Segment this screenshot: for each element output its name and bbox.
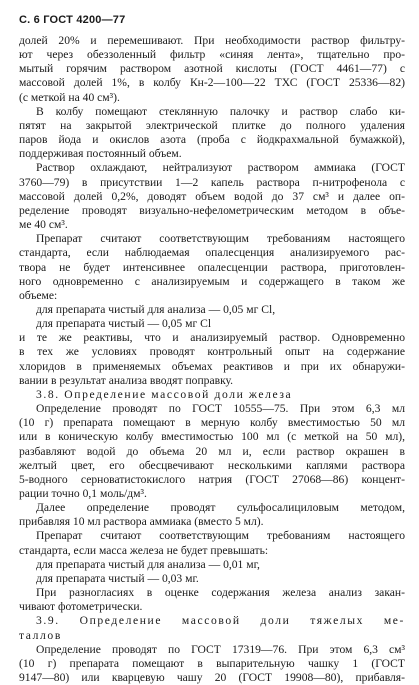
text-line: (10 г) препарата помещают в мерную колбу вместимостью 50 мл	[19, 416, 405, 430]
text-line: разбавляют водой до объема 20 мл и, если раствор окрашен в	[19, 444, 405, 458]
text-line: для препарата чистый для анализа — 0,01 мг,	[36, 557, 260, 571]
text-line: Определение проводят по ГОСТ 10555—75. При этом 6,3 мл	[36, 402, 405, 416]
text-line: Препарат считают соответствующим требованиям настоящего	[36, 232, 405, 246]
text-line: 5-водного серноватистокислого натрия (ГОСТ 27068—86) концент-	[19, 472, 405, 486]
text-line: стандарта, если масса железа не будет превышать:	[19, 543, 269, 557]
text-line: Далее определение проводят сульфосалициловым методом,	[36, 501, 405, 515]
text-line: стандарта, если наблюдаемая опалесценция анализируемого рас-	[19, 246, 405, 260]
text-line: ют через обеззоленный фильтр «синяя лента», тщательно про-	[19, 48, 405, 62]
text-line: твора не будет интенсивнее опалесценции раствора, приготовлен-	[19, 260, 405, 274]
text-line: для препарата чистый для анализа — 0,05 мг Cl,	[36, 302, 276, 316]
text-line: вании в результат анализа вводят поправку.	[19, 373, 234, 387]
text-line: для препарата чистый — 0,03 мг.	[36, 571, 199, 585]
text-line: Определение проводят по ГОСТ 17319—76. При этом 6,3 см³	[36, 642, 405, 656]
text-line: (10 г) препарата помещают в выпарительную чашку 1 (ГОСТ	[19, 656, 405, 670]
text-line: массовой долей 1%, в колбу Кн-2—100—22 ТХС (ГОСТ 25336—82)	[19, 76, 405, 90]
text-line: или в коническую колбу вместимостью 100 мл (с меткой на 50 мл),	[19, 430, 405, 444]
document-body	[19, 34, 405, 685]
text-line: 9147—80) или кварцевую чашу 20 (ГОСТ 19908—80), прибавля-	[19, 671, 405, 685]
text-line: желтый цвет, его обесцвечивают несколькими каплями раствора	[19, 458, 405, 472]
text-line: Препарат считают соответствующим требованиям настоящего	[36, 529, 405, 543]
text-line: рации точно 0,1 моль/дм³.	[19, 487, 147, 500]
text-line: Раствор охлаждают, нейтрализуют раствором аммиака (ГОСТ	[36, 161, 405, 175]
text-line: 3.9. Определение массовой доли тяжелых ме-	[36, 614, 405, 628]
text-line: объеме:	[19, 288, 58, 302]
text-line: ме 40 см³.	[19, 218, 68, 232]
text-line: паров йода и окислов азота (проба с йодкрахмальной бумажкой),	[19, 133, 405, 147]
text-line: В колбу помещают стеклянную палочку и раствор слабо ки-	[36, 104, 405, 118]
text-line: пятят на закрытой электрической плитке до полного удаления	[19, 118, 405, 132]
text-line: долей 20% и перемешивают. При необходимости раствор фильтру-	[19, 34, 405, 47]
text-line: поддерживая постоянный объем.	[19, 147, 182, 161]
text-line: и те же реактивы, что и анализируемый раствор. Одновременно	[19, 331, 405, 345]
text-line: 3.8. Определение массовой доли железа	[36, 387, 293, 401]
text-line: для препарата чистый — 0,05 мг Cl	[36, 317, 212, 331]
text-line: 3760—79) в присутствии 1—2 капель раствора п-нитрофенола с	[19, 175, 405, 189]
text-line: При разногласиях в оценке содержания железа анализ закан-	[36, 586, 405, 600]
text-line: (с меткой на 40 см³).	[19, 90, 120, 104]
text-line: массовой долей 0,2%, доводят объем водой до 37 см³ и далее оп-	[19, 189, 405, 203]
text-line: хлоридов в применяемых объемах реактивов и при их обнаружи-	[19, 359, 405, 373]
text-line: чивают фотометрически.	[19, 600, 143, 614]
text-line: ного одновременно с анализируемым и содержащего в таком же	[19, 274, 405, 288]
page-header: С. 6 ГОСТ 4200—77	[19, 14, 126, 26]
text-line: таллов	[19, 628, 62, 642]
text-line: в тех же условиях проводят контрольный опыт на содержание	[19, 345, 405, 359]
text-line: мытый горячим раствором азотной кислоты (ГОСТ 4461—77) с	[19, 62, 405, 76]
text-line: прибавляя 10 мл раствора аммиака (вместо 5 мл).	[19, 515, 264, 529]
text-line: ределение проводят визуально-нефелометрическим методом в объе-	[19, 203, 405, 217]
